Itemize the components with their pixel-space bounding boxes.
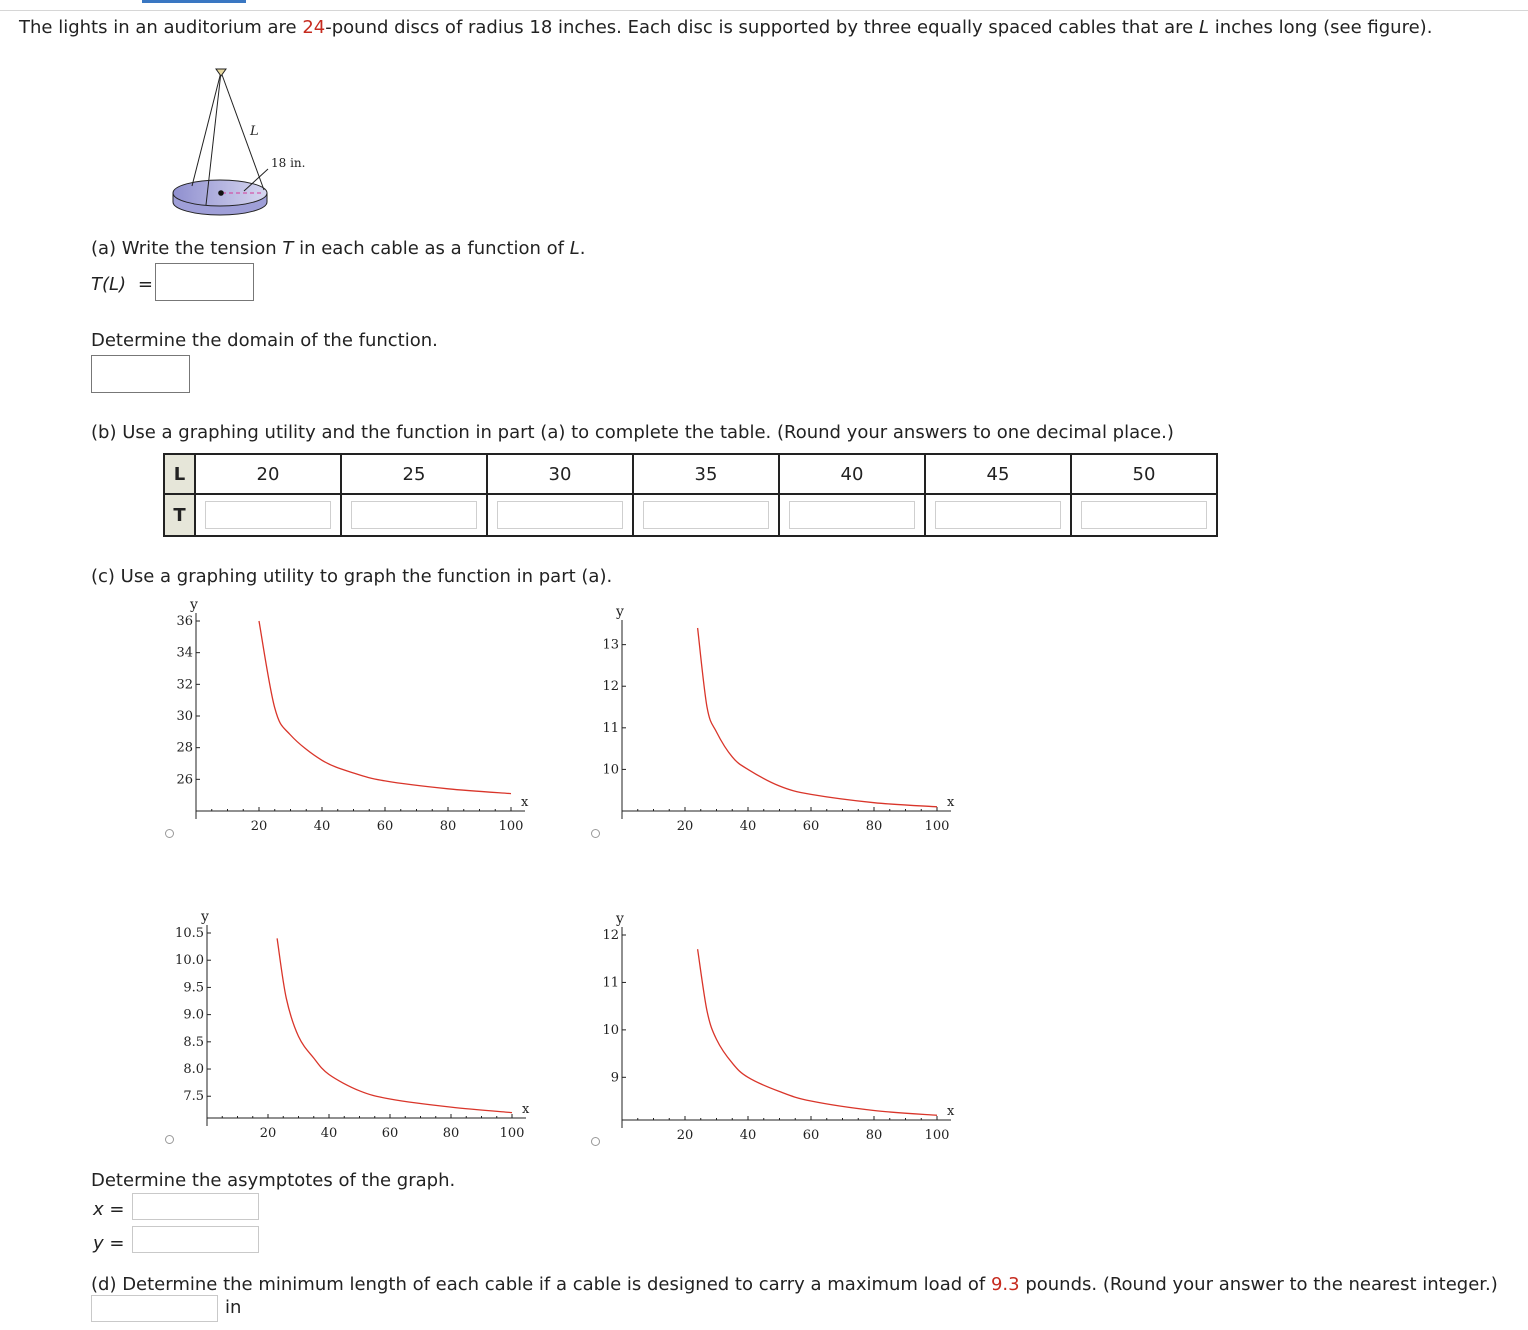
part-a-prompt [91, 238, 585, 259]
x-tick-label: 100 [924, 1128, 950, 1143]
tension-input-L25[interactable] [351, 501, 477, 529]
y-tick-label: 26 [176, 772, 193, 788]
x-tick-label: 60 [802, 1128, 820, 1143]
table-row-L [164, 454, 1217, 494]
table-cell-L: 40 [779, 454, 925, 494]
hook-icon [216, 69, 226, 76]
domain-prompt: Determine the domain of the function. [91, 330, 438, 351]
tension-curve [259, 621, 511, 794]
part-b-prompt: (b) Use a graphing utility and the function in part (a) to complete the table. (Round your answers to one decimal place.) [91, 422, 1174, 443]
y-tick-label: 32 [176, 677, 193, 693]
equals-sign: = [137, 274, 153, 295]
y-tick-label: 11 [602, 975, 619, 991]
x-tick-label: 80 [439, 819, 457, 834]
table-cell-T [779, 494, 925, 536]
graph-option-1-radio[interactable] [165, 829, 174, 838]
x-tick-label: 100 [498, 819, 524, 834]
part-c-prompt: (c) Use a graphing utility to graph the function in part (a). [91, 566, 613, 587]
tension-input-L50[interactable] [1081, 501, 1207, 529]
disc-center [218, 190, 224, 196]
tension-input-L35[interactable] [643, 501, 769, 529]
table-cell-L: 30 [487, 454, 633, 494]
table-cell-L: 25 [341, 454, 487, 494]
y-tick-label: 12 [602, 928, 619, 943]
x-tick-label: 20 [676, 819, 694, 834]
table-cell-T [341, 494, 487, 536]
problem-text-1: The lights in an auditorium are [19, 17, 303, 38]
disc-figure [160, 62, 306, 222]
tension-input-L40[interactable] [789, 501, 915, 529]
cable-left [192, 72, 221, 186]
tension-lhs-label: T(L) [91, 274, 127, 295]
figure-label-L: L [250, 124, 259, 139]
row-label-L: L [164, 454, 195, 494]
part-a-text-1: (a) Write the tension [91, 238, 283, 259]
active-tab-indicator [142, 0, 246, 3]
y-tick-label: 7.5 [183, 1089, 204, 1105]
x-tick-label: 40 [739, 1128, 757, 1143]
part-d-prompt [91, 1274, 1498, 1295]
y-tick-label: 10.0 [175, 953, 204, 969]
part-a-text-3: . [579, 238, 586, 259]
x-tick-label: 60 [802, 819, 820, 834]
graph-option-4-radio[interactable] [591, 1137, 600, 1146]
table-cell-L: 20 [195, 454, 341, 494]
y-tick-label: 10.5 [175, 926, 204, 941]
x-tick-label: 80 [865, 1128, 883, 1143]
tension-curve [277, 938, 512, 1112]
table-cell-T [195, 494, 341, 536]
x-tick-label: 80 [442, 1126, 460, 1141]
problem-statement [19, 17, 1432, 38]
y-axis-label: y [190, 597, 198, 613]
y-tick-label: 9.0 [183, 1007, 204, 1023]
weight-value: 24 [302, 17, 326, 38]
row-label-T: T [164, 494, 195, 536]
x-axis-label: x [947, 795, 955, 810]
tension-input-L45[interactable] [935, 501, 1061, 529]
x-axis-label: x [522, 1102, 530, 1117]
part-a-text-2: in each cable as a function of [293, 238, 570, 259]
y-tick-label: 12 [602, 679, 619, 695]
figure-label-radius: 18 in. [271, 156, 306, 170]
top-bar [0, 0, 1528, 11]
y-tick-label: 10 [602, 1022, 619, 1038]
x-tick-label: 100 [924, 819, 950, 834]
x-tick-label: 20 [259, 1126, 277, 1141]
var-L-a: L [569, 238, 580, 259]
tension-input-L20[interactable] [205, 501, 331, 529]
var-T: T [282, 238, 294, 259]
x-tick-label: 80 [865, 819, 883, 834]
table-row-T [164, 494, 1217, 536]
x-tick-label: 60 [376, 819, 394, 834]
y-axis-label: y [616, 911, 624, 927]
x-axis-label: x [521, 795, 529, 810]
y-asymptote-label: y = [93, 1233, 125, 1254]
problem-text-3: inches long (see figure). [1208, 17, 1433, 38]
asymptote-prompt: Determine the asymptotes of the graph. [91, 1170, 456, 1191]
x-tick-label: 60 [381, 1126, 399, 1141]
y-tick-label: 13 [602, 637, 619, 653]
x-tick-label: 20 [676, 1128, 694, 1143]
domain-answer-input[interactable] [91, 355, 190, 393]
y-tick-label: 28 [176, 740, 193, 756]
x-tick-label: 40 [313, 819, 331, 834]
y-tick-label: 10 [602, 762, 619, 778]
x-tick-label: 40 [739, 819, 757, 834]
table-cell-T [925, 494, 1071, 536]
table-cell-T [487, 494, 633, 536]
y-asymptote-input[interactable] [132, 1226, 259, 1253]
x-asymptote-input[interactable] [132, 1193, 259, 1220]
min-length-unit: in [225, 1297, 242, 1318]
x-asymptote-label: x = [93, 1199, 125, 1220]
var-L: L [1198, 17, 1209, 38]
table-cell-L: 35 [633, 454, 779, 494]
y-tick-label: 34 [176, 645, 193, 661]
tension-lhs [91, 274, 153, 295]
value-table [163, 453, 1218, 537]
y-tick-label: 9.5 [183, 980, 204, 996]
y-tick-label: 11 [602, 720, 619, 736]
y-tick-label: 36 [176, 614, 193, 629]
tension-input-L30[interactable] [497, 501, 623, 529]
tension-answer-input[interactable] [155, 263, 254, 301]
table-cell-T [633, 494, 779, 536]
x-axis-label: x [947, 1104, 955, 1119]
graph-option-2-radio[interactable] [591, 829, 600, 838]
min-length-input[interactable] [91, 1295, 218, 1322]
y-tick-label: 9 [610, 1070, 619, 1086]
y-tick-label: 8.5 [183, 1034, 204, 1050]
load-value: 9.3 [990, 1274, 1020, 1295]
x-tick-label: 100 [499, 1126, 525, 1141]
table-cell-T [1071, 494, 1217, 536]
y-tick-label: 8.0 [183, 1062, 204, 1078]
x-tick-label: 40 [320, 1126, 338, 1141]
y-tick-label: 30 [176, 709, 193, 724]
tension-curve [698, 628, 937, 807]
table-cell-L: 45 [925, 454, 1071, 494]
problem-text-2: -pound discs of radius 18 inches. Each disc is supported by three equally spaced cables that are [325, 17, 1199, 38]
part-d-text-1: (d) Determine the minimum length of each cable if a cable is designed to carry a maximum load of [91, 1274, 991, 1295]
y-axis-label: y [616, 604, 624, 620]
y-axis-label: y [201, 909, 209, 925]
tension-curve [698, 949, 937, 1115]
graph-option-3-radio[interactable] [165, 1135, 174, 1144]
part-d-text-2: pounds. (Round your answer to the nearest integer.) [1019, 1274, 1498, 1295]
table-cell-L: 50 [1071, 454, 1217, 494]
x-tick-label: 20 [250, 819, 268, 834]
